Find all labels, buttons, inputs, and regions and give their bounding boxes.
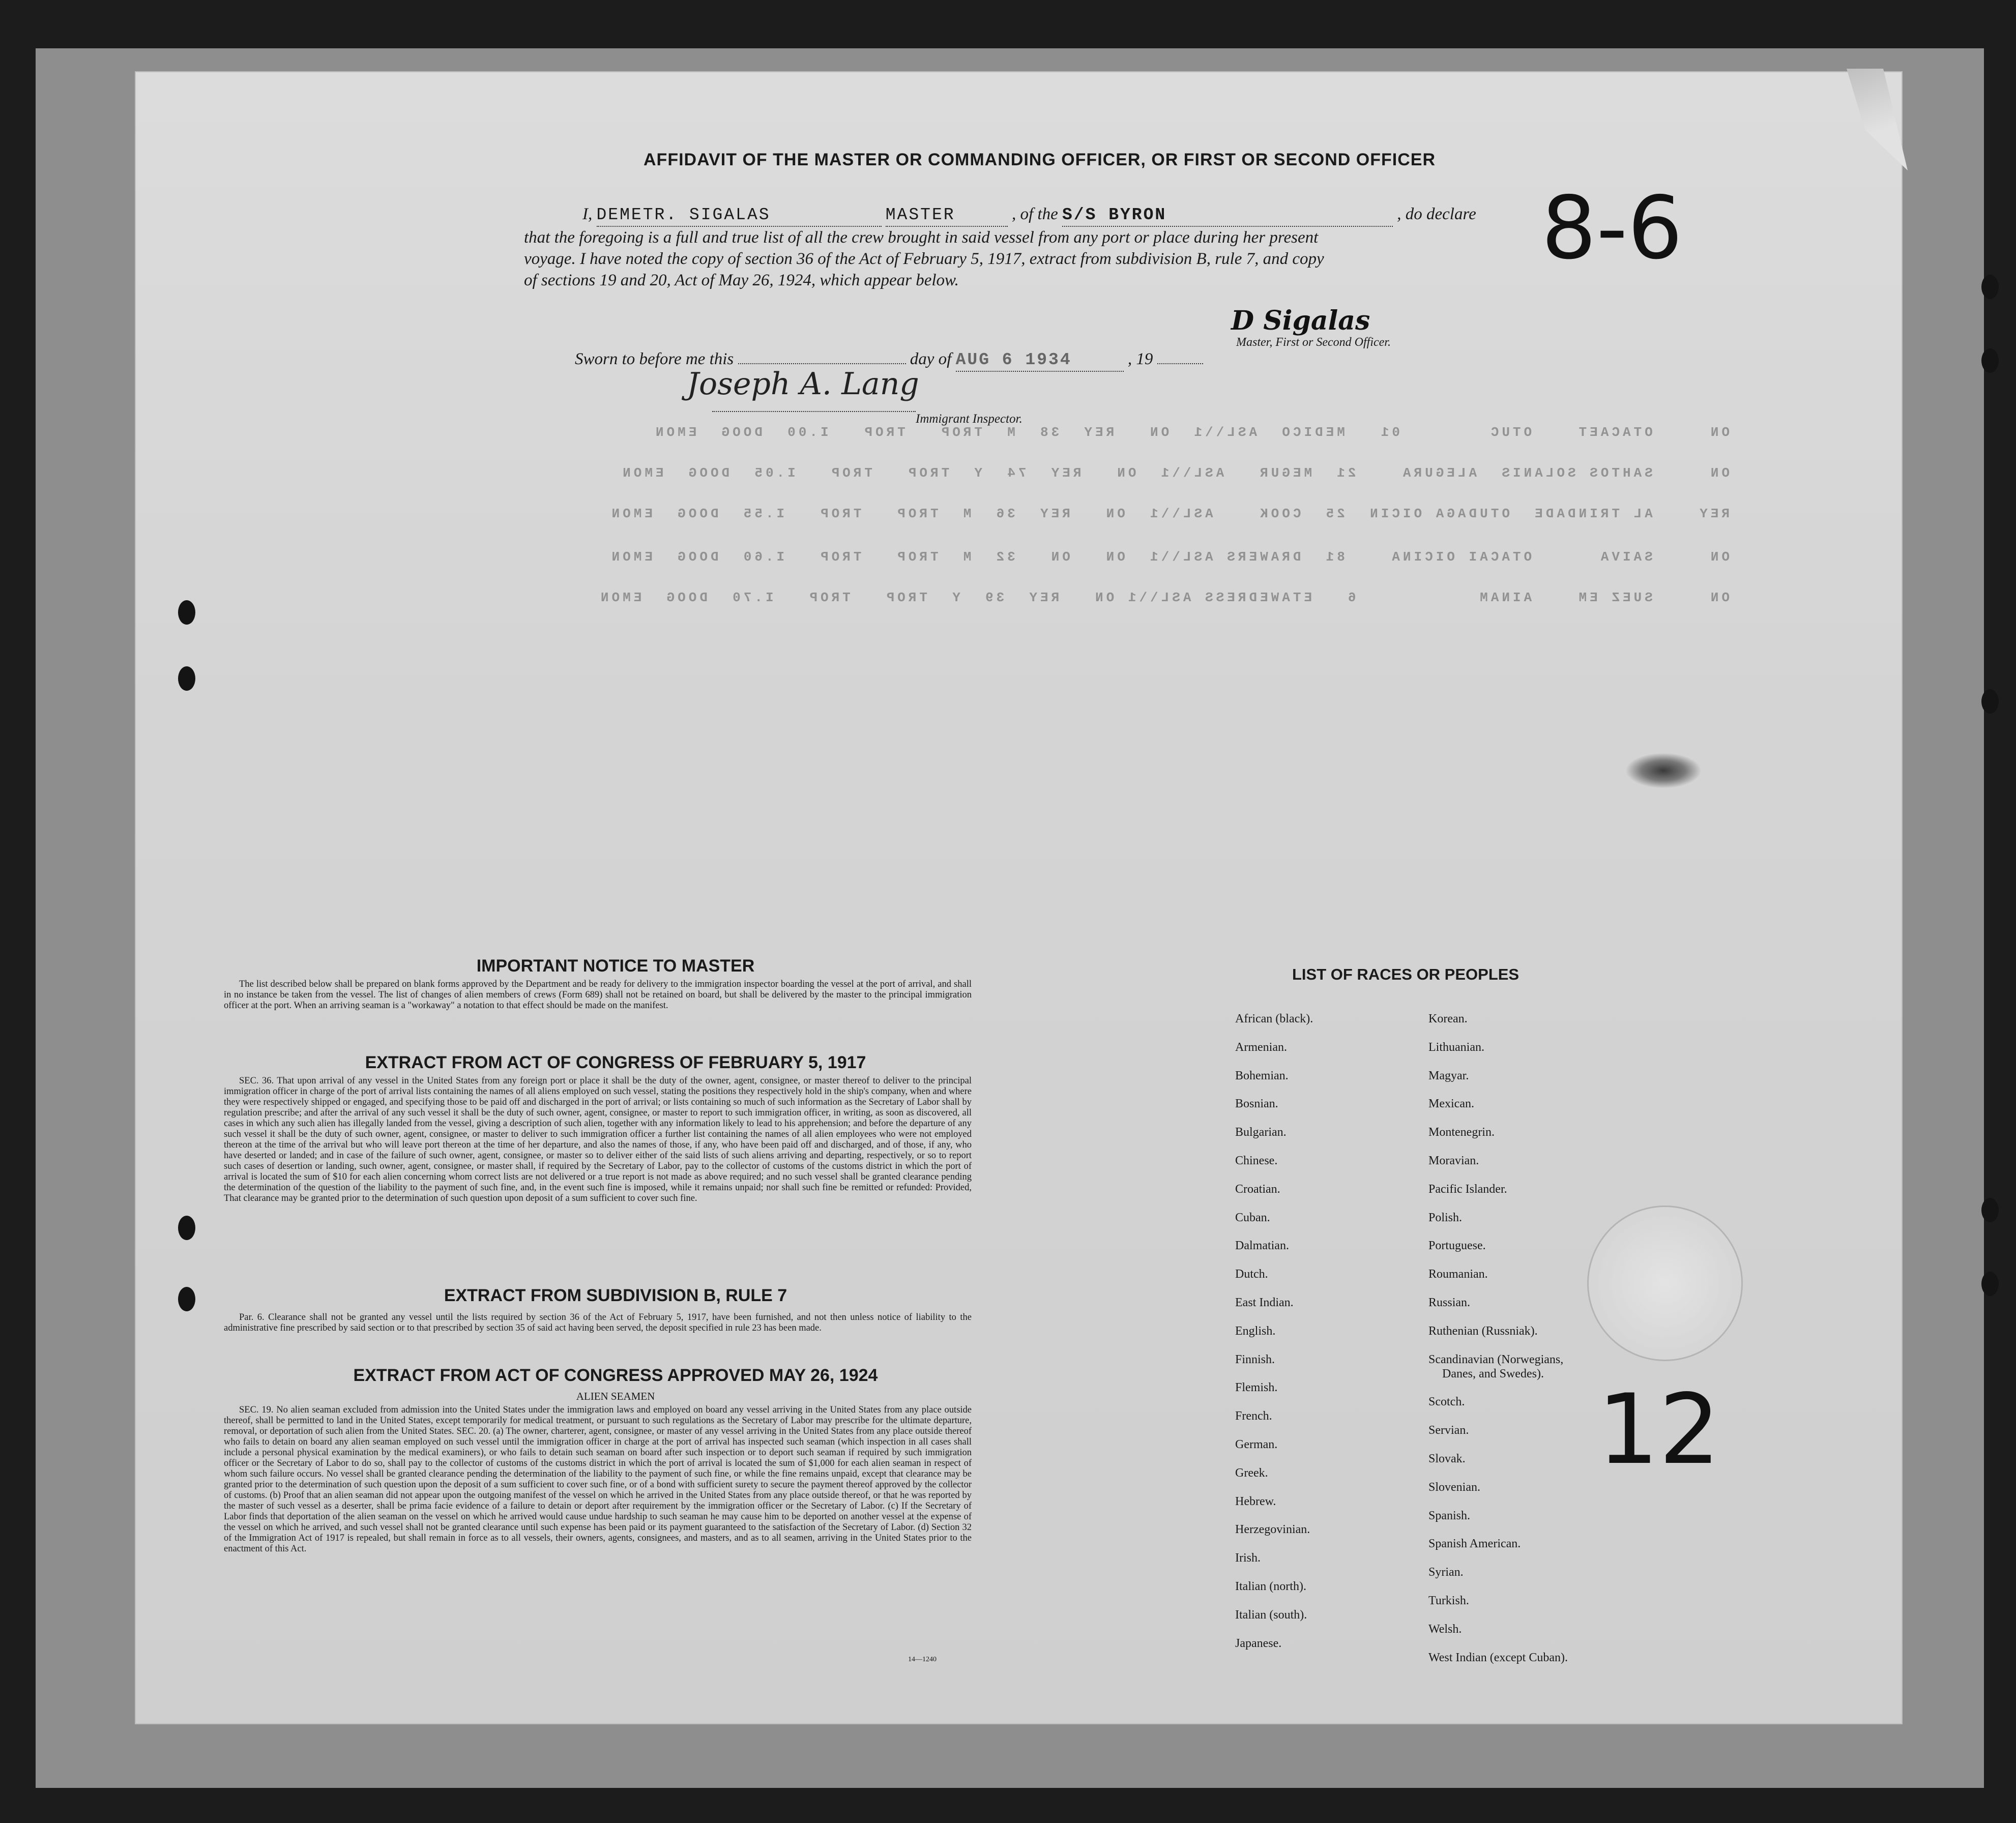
race-list-item: Portuguese.: [1428, 1239, 1486, 1253]
vessel-name-field: S/S BYRON: [1062, 204, 1393, 227]
extract-1924-title: EXTRACT FROM ACT OF CONGRESS APPROVED MAY 26, 1924: [353, 1366, 878, 1385]
punch-hole: [1981, 1272, 1999, 1296]
notice-title: IMPORTANT NOTICE TO MASTER: [476, 956, 755, 976]
race-list-item: Moravian.: [1428, 1154, 1479, 1167]
day-of-label: day of: [910, 350, 952, 368]
race-list-item: Scandinavian (Norwegians,: [1428, 1352, 1564, 1366]
rule7-title: EXTRACT FROM SUBDIVISION B, RULE 7: [444, 1286, 787, 1305]
race-list-item: Roumanian.: [1428, 1268, 1488, 1281]
extract-1917-title: EXTRACT FROM ACT OF CONGRESS OF FEBRUARY 5, 1917: [365, 1053, 866, 1072]
races-title: LIST OF RACES OR PEOPLES: [1292, 965, 1520, 983]
punch-hole: [1981, 1198, 1999, 1222]
race-list-item: Dutch.: [1235, 1268, 1268, 1281]
master-name-field: DEMETR. SIGALAS: [597, 204, 882, 227]
race-list-item: Japanese.: [1235, 1636, 1282, 1650]
race-list-item: Finnish.: [1235, 1352, 1275, 1366]
affidavit-title: AFFIDAVIT OF THE MASTER OR COMMANDING OFFICER, OR FIRST OR SECOND OFFICER: [644, 150, 1436, 169]
master-signature-caption: Master, First or Second Officer.: [1236, 336, 1391, 349]
embossed-seal: [1587, 1205, 1743, 1361]
race-list-item: Chinese.: [1235, 1154, 1278, 1167]
race-list-item: East Indian.: [1235, 1296, 1294, 1309]
bleed-through-row: ON OTACAET OTUC 01 MEDICO ASL\\1 ON REY 38 M TROP TROP I.00 DOOG EMON: [652, 425, 1730, 440]
race-list-item: Scotch.: [1428, 1395, 1465, 1409]
race-list-item: Dalmatian.: [1235, 1239, 1289, 1253]
race-list-item: Korean.: [1428, 1012, 1468, 1025]
inspector-signature: Joseph A. Lang: [687, 366, 919, 402]
race-list-item: Irish.: [1235, 1551, 1261, 1565]
declaration-line-3: voyage. I have noted the copy of section 36 of the Act of February 5, 1917, extract from subdivision B, rule 7, and copy: [524, 250, 1324, 268]
extract-1917-body: SEC. 36. That upon arrival of any vessel in the United States from any foreign port or place it shall be the duty of the owner, agent, consignee, or master thereof to deliver to the principal immigration officer in charge of the port of arrival lists containing the names of all aliens employed on such vessel, stating the positions they respectively hold in the ship's company, when and where they were respectively shipped or engaged, and specifying those to be paid off and discharged in the port of arrival; or lists containing so much of such information as the Secretary of Labor shall by regulation prescribe; and after the arrival of any such vessel it shall be the duty of such owner, agent, consignee, or master to report to such immigration officer, in writing, as soon as discovered, all cases in which any such alien has illegally landed from the vessel, giving a description of such alien, together with any information likely to lead to his apprehension; and before the departure of any such vessel it shall be the duty of such owner, agent, consignee, or master to deliver to such immigration officer a further list containing the names of all alien employees who were not employed thereon at the time of the arrival but who will leave port thereon at the time of her departure, and also the names of those, if any, who have been paid off and discharged, and of those, if any, who have deserted or landed; and in case of the failure of such owner, agent, consignee, or master so to deliver either of the said lists of such aliens arriving and departing, respectively, or so to report such cases of desertion or landing, such owner, agent, consignee, or master shall, if required by the Secretary of Labor, pay to the collector of customs of the customs district in which the port of arrival is located the sum of $10 for each alien concerning whom correct lists are not delivered or a true report is not made as above required; and no such vessel shall be granted clearance pending the determination of the question of the liability to the payment of such fine, and, in the event such fine is imposed, while it remains unpaid; nor shall such fine be remitted or refunded: Provided, That clearance may be granted prior to the determination of such question upon deposit of a sum sufficient to cover such fine.: [224, 1076, 972, 1203]
race-list-item: Polish.: [1428, 1211, 1463, 1224]
bleed-through-row: ON SAIVA OTACAI OICINA 81 DRAWERS ASL\\1 ON ON 32 M TROP TROP I.60 DOOG EMON: [608, 549, 1730, 565]
race-list-item: Bulgarian.: [1235, 1126, 1287, 1139]
race-list-item: English.: [1235, 1324, 1276, 1338]
year-field: [1157, 363, 1203, 364]
race-list-item: Montenegrin.: [1428, 1126, 1495, 1139]
declaration-line-4: of sections 19 and 20, Act of May 26, 1924, which appear below.: [524, 271, 959, 289]
notice-body: The list described below shall be prepared on blank forms approved by the Department and be ready for delivery to the immigration inspector boarding the vessel at the port of arrival, and shall in no instance be taken from the vessel. The list of changes of alien members of crews (Form 689) shall not be retained on board, but shall be delivered by the master to the principal immigration officer at the port. When an arriving seaman is a "workaway" a notation to that effect should be made on the manifest.: [224, 979, 972, 1011]
bleed-through-row: REY AL TRINDADE OTUDAGA OICIN 25 COOK ASL\\1 ON REY 36 M TROP TROP I.55 DOOG EMON: [608, 506, 1730, 521]
bleed-through-row: ON SAHTOS SOLANIS ALEGURA 21 MEGUR ASL\\1 ON REY 74 Y TROP TROP I.05 DOOG EMON: [620, 465, 1730, 481]
declaration-line-2: that the foregoing is a full and true list of all the crew brought in said vessel from any port or place during her present: [524, 228, 1319, 247]
race-list-item: Pacific Islander.: [1428, 1182, 1507, 1196]
race-list-item: Greek.: [1235, 1466, 1268, 1480]
race-list-item: German.: [1235, 1438, 1278, 1451]
inspector-caption: Immigrant Inspector.: [916, 412, 1022, 426]
race-list-item: Flemish.: [1235, 1381, 1278, 1395]
form-number: 14—1240: [908, 1656, 937, 1663]
race-list-item: Croatian.: [1235, 1182, 1280, 1196]
punch-hole: [1981, 689, 1999, 714]
sworn-day-field: [738, 363, 906, 364]
punch-hole: [178, 600, 195, 625]
race-list-item: Spanish American.: [1428, 1537, 1521, 1551]
bleed-through-row: ON SUEZ EM AINAM 6 ETAWEDRESS ASL\\1 ON REY 39 Y TROP TROP I.70 DOOG EMON: [597, 590, 1730, 605]
ink-smudge: [1625, 753, 1702, 788]
race-list-item: Slovak.: [1428, 1452, 1466, 1465]
race-list-item: Welsh.: [1428, 1622, 1462, 1636]
inspector-signature-line: [712, 411, 916, 412]
race-list-item: Ruthenian (Russniak).: [1428, 1324, 1538, 1338]
punch-hole: [178, 1216, 195, 1240]
sworn-prefix: Sworn to before me this: [575, 350, 734, 368]
race-list-item: Hebrew.: [1235, 1494, 1276, 1508]
handwritten-number-top: 8-6: [1541, 178, 1683, 279]
rank-field: MASTER: [886, 204, 1008, 227]
punch-hole: [178, 666, 195, 691]
affidavit-declaration: [524, 203, 1501, 291]
race-list-item: Magyar.: [1428, 1069, 1469, 1082]
race-list-item: Lithuanian.: [1428, 1040, 1484, 1054]
race-list-item: French.: [1235, 1409, 1272, 1423]
race-list-item: Slovenian.: [1428, 1480, 1480, 1494]
race-list-item: Syrian.: [1428, 1566, 1464, 1579]
race-list-item: African (black).: [1235, 1012, 1313, 1025]
race-list-item: West Indian (except Cuban).: [1428, 1651, 1568, 1664]
race-list-item: Danes, and Swedes).: [1442, 1367, 1544, 1380]
race-list-item: Spanish.: [1428, 1509, 1471, 1522]
year-prefix: , 19: [1127, 350, 1153, 368]
punch-hole: [1981, 348, 1999, 373]
race-list-item: Mexican.: [1428, 1097, 1474, 1111]
alien-seamen-subtitle: ALIEN SEAMEN: [576, 1390, 655, 1402]
race-list-item: Italian (north).: [1235, 1580, 1306, 1593]
master-signature: D Sigalas: [1231, 305, 1370, 336]
extract-1924-body: SEC. 19. No alien seaman excluded from admission into the United States under the immigration laws and employed on board any vessel arriving in the United States from any place outside thereof, shall be permitted to land in the United States, except temporarily for medical treatment, or pursuant to such regulations as the Secretary of Labor may prescribe for the ultimate departure, removal, or deportation of such alien from the United States. SEC. 20. (a) The owner, charterer, agent, consignee, or master of any vessel arriving in the United States from any place outside thereof who fails to detain on board any alien seaman employed on such vessel until the immigration officer in charge at the port of arrival has inspected such seaman (which inspection in all cases shall include a personal physical examination by the medical examiners), or who fails to detain such seaman on board after such inspection or to deport such seaman if required by such immigration officer or the Secretary of Labor to do so, shall pay to the collector of customs of the customs district in which the port of arrival is located the sum of $1,000 for each alien seaman in respect of whom such failure occurs. No vessel shall be granted clearance pending the determination of the liability to the payment of such fine, or while the fine remains unpaid, except that clearance may be granted prior to the determination of such question upon the deposit of a sum sufficient to cover such fine, or of a bond with sufficient surety to secure the payment thereof approved by the collector of customs. (b) Proof that an alien seaman did not appear upon the outgoing manifest of the vessel on which he arrived in the United States from any place outside thereof, or that he was reported by the master of such vessel as a deserter, shall be prima facie evidence of a failure to detain or deport after requirement by the immigration officer or the Secretary of Labor. (c) If the Secretary of Labor finds that deportation of the alien seaman on the vessel on which he arrived would cause undue hardship to such seaman he may cause him to be deported on another vessel at the expense of the vessel on which he arrived, and such vessel shall not be granted clearance until such expense has been paid or its payment guaranteed to the satisfaction of the Secretary of Labor. (d) Section 32 of the Immigration Act of 1917 is repealed, but shall remain in force as to all vessels, their owners, agents, consignees, and masters, and as to all seamen, arriving in the United States prior to the enactment of this Act.: [224, 1405, 972, 1554]
race-list-item: Bohemian.: [1235, 1069, 1289, 1082]
declaration-line-1: [524, 203, 1501, 227]
of-the-label: , of the: [1012, 205, 1058, 223]
declaration-prefix: I,: [582, 205, 593, 223]
date-stamp: AUG 6 1934: [956, 349, 1124, 372]
race-list-item: Italian (south).: [1235, 1608, 1307, 1622]
do-declare-label: , do declare: [1397, 205, 1476, 223]
race-list-item: Armenian.: [1235, 1040, 1287, 1054]
punch-hole: [1981, 275, 1999, 299]
race-list-item: Cuban.: [1235, 1211, 1270, 1224]
race-list-item: Servian.: [1428, 1424, 1469, 1437]
race-list-item: Russian.: [1428, 1296, 1471, 1309]
race-list-item: Herzegovinian.: [1235, 1523, 1310, 1537]
punch-hole: [178, 1287, 195, 1311]
race-list-item: Turkish.: [1428, 1594, 1469, 1607]
race-list-item: Bosnian.: [1235, 1097, 1278, 1111]
rule7-body: Par. 6. Clearance shall not be granted any vessel until the lists required by section 36 of the Act of February 5, 1917, have been furnished, and not then unless notice of liability to the administrative fine prescribed by said section or to that prescribed by section 35 of said act having been served, the deposit specified in rule 23 has been made.: [224, 1312, 972, 1333]
handwritten-number-bottom: 12: [1597, 1373, 1720, 1486]
